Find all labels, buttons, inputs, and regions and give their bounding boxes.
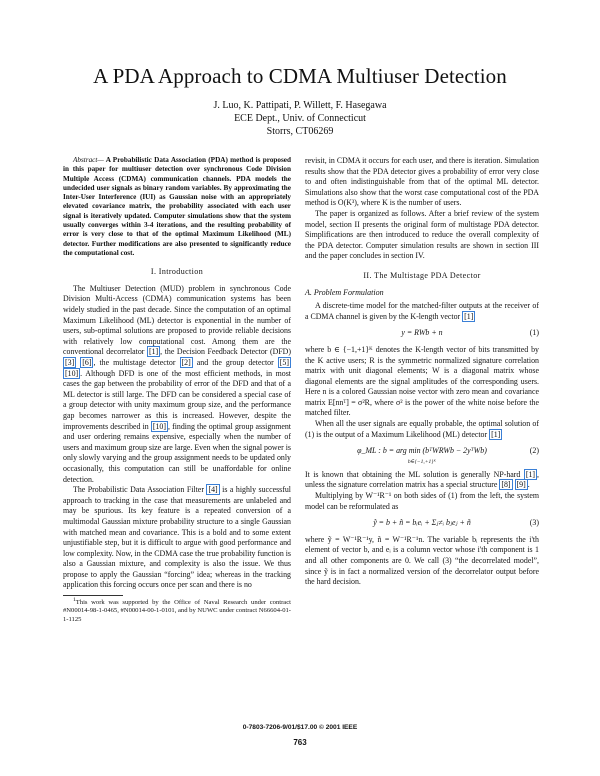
equation-1-number: (1) [529,328,539,338]
citation-link[interactable]: [3] [65,358,75,368]
citation-link[interactable]: [6] [82,358,92,368]
authors: J. Luo, K. Pattipati, P. Willett, F. Hasegawa [213,100,387,111]
copyright-line: 0-7803-7206-9/01/$17.00 © 2001 IEEE [242,724,358,731]
equation-2-body: φ_ML : b = arg min (bᵀWRWb − 2yᵀWb) [357,446,487,456]
right-column [305,156,539,588]
section-heading-introduction: I. Introduction [150,267,204,277]
text-run: is a highly successful approach to tracking in the case that measurements are unlabeled and may be spurious. Its key feature is a repeated conversion of a multimodal Gaussian mixture probability structure to a single Gaussian with matched mean and covariance. This is a bold and to some extent unjustifiable step, but it is difficult to argue with good performance and low complexity. Now, in the CDMA case the true probability function is also a Gaussian mixture, and complexity is also the issue. We thus propose to apply the Gaussian “forcing” idea; whereas in the tracking application this forcing occurs once per scan and there is no [63,485,291,590]
citation-link[interactable]: [4] [208,485,218,495]
citation-link[interactable]: [9] [516,480,526,490]
equation-2-number: (2) [529,446,539,456]
text-run: A discrete-time model for the matched-filter outputs at the receiver of a CDMA channel is given by the K-length vector [305,301,539,321]
abstract [63,156,291,258]
footnote-text: This work was supported by the Office of Naval Research under contract #N00014-98-1-0465, #N00014-00-1-0101, and by NUWC under contract N66604-01-1-1125 [63,599,291,623]
citation-link[interactable]: [2] [181,358,191,368]
equation-2-subscript: b∈{−1,+1}ᴷ [407,458,437,465]
citation-link[interactable]: [10] [65,368,79,378]
text-run: , the Decision Feedback Detector (DFD) [160,347,291,357]
right-paragraph-1: revisit, in CDMA it occurs for each user, and there is iteration. Simulation results show that the PDA detector gives a probability of error very close to and often indistinguishable from that of the optimal ML detector. Simulations also show that the worst case computational cost of the PDA method is O(K³), where K is the number of users. [305,156,539,208]
text-run: The Multiuser Detection (MUD) problem in synchronous Code Division Multi-Access (CDMA) communication systems has been widely studied in the past decade. Since the computation of an optimal Maximum Likelihood (ML) detector is exponential in the number of users, sub-optimal solutions are proposed to provide reliable decisions with relatively low computational cost. Among them are the conventional decorrelator [63,283,291,357]
citation-link[interactable]: [10] [152,421,167,431]
sec2-paragraph-5: Multiplying by W⁻¹R⁻¹ on both sides of (1) from the left, the system model can be reformulated as [305,491,539,511]
left-column [63,156,291,624]
text-run: , the multistage detector [93,358,180,368]
paper-title: A PDA Approach to CDMA Multiuser Detection [93,64,507,88]
citation-link[interactable]: [8] [501,480,511,490]
right-paragraph-2: The paper is organized as follows. After a brief review of the system model, section II presents the original form of multistage PDA detector. Simplifications are then introduced to reduce the overall complexity of the PDA detector. Computer simulation results are shown in section III and the paper concludes in section IV. [305,208,539,261]
text-run: . Although DFD is one of the most efficient methods, in most cases the gap between the probability of error of the DFD and that of a ML detector is still large. The DFD can be considered a special case of a group detector with unity maximum group size, and the performance gap becomes narrower as this is increased. However, despite the improvements described in [63,368,291,431]
abstract-label: Abstract— [73,156,104,164]
subsection-heading-problem-formulation: A. Problem Formulation [305,287,384,297]
text-run: The Probabilistic Data Association Filter [73,485,207,495]
sec2-paragraph-2: where b ∈ {−1,+1}ᴷ denotes the K-length vector of bits transmitted by the K active users; R is the symmetric normalized signature correlation matrix with unit diagonal elements; W is a diagonal matrix whose diagonal elements are the signal amplitudes of the corresponding users. Here n is a colored Gaussian noise vector with zero mean and covariance matrix E[nnᵀ] = σ²R, where σ² is the power of the white noise before the matched filter. [305,344,539,418]
equation-2 [305,446,539,457]
page-number: 763 [293,738,307,747]
abstract-text: A Probabilistic Data Association (PDA) method is proposed in this paper for multiuser detection over synchronous Code Division Multiple Access (CDMA) communication channels. PDA models the undecided user signals as binary random variables. By approximating the Inter-User Interference (IUI) as Gaussian noise with an appropriately elevated covariance matrix, the probability associated with each user signal is iteratively updated. Computer simulations show that the system usually converges within 3-4 iterations, and the resulting probability of error is very close to that of the optimal Maximum Likelihood (ML) detector. Further modifications are also presented to significantly reduce the computational cost. [63,156,291,257]
location: Storrs, CT06269 [266,126,334,137]
equation-3-body: ỹ = b + ñ = bᵢeᵢ + Σⱼ≠ᵢ bⱼeⱼ + ñ [373,518,471,528]
intro-paragraph-1 [63,284,291,485]
sec2-paragraph-1 [305,301,539,322]
intro-paragraph-2 [63,485,291,591]
citation-link[interactable]: [1] [491,429,501,439]
sec2-paragraph-6: where ỹ = W⁻¹R⁻¹y, ñ = W⁻¹R⁻¹n. The variable bᵢ represents the i'th element of vector b, and eᵢ is a column vector whose i'th component is 1 and all other components are 0. We call (3) “the decorrelated model”, since ỹ is in fact a normalized version of the decorrelator output before the hard decision. [305,534,539,587]
text-run: . [527,480,530,490]
section-heading-multistage-pda: II. The Multistage PDA Detector [363,270,481,280]
text-run: and the group detector [192,358,278,368]
equation-3 [305,518,539,529]
citation-link[interactable]: [1] [148,347,159,357]
citation-link[interactable]: [1] [464,311,474,321]
equation-3-number: (3) [529,518,539,528]
citation-link[interactable]: [1] [525,469,536,479]
affiliation: ECE Dept., Univ. of Connecticut [234,113,366,124]
footnote-mark: 1 [73,597,76,604]
sec2-paragraph-4 [305,470,539,491]
footnote [63,596,291,624]
equation-1 [305,328,539,339]
citation-link[interactable]: [5] [279,358,289,368]
text-run: When all the user signals are equally probable, the optimal solution of (1) is the output of a Maximum Likelihood (ML) detector [305,419,539,439]
text-run: It is known that obtaining the ML solution is generally NP-hard [305,469,524,479]
sec2-paragraph-3 [305,419,539,440]
text-run: , unless the signature correlation matrix has a special structure [305,469,539,490]
equation-1-body: y = RWb + n [401,328,443,338]
text-run: , finding the optimal group assignment and user ordering remains expensive, especially when the number of users and maximum group size are large. Even when the signal power is only slowly varying and the group assignment needs to be updated only occasionally, this computation can still be unaffordable for online detection. [63,421,291,484]
